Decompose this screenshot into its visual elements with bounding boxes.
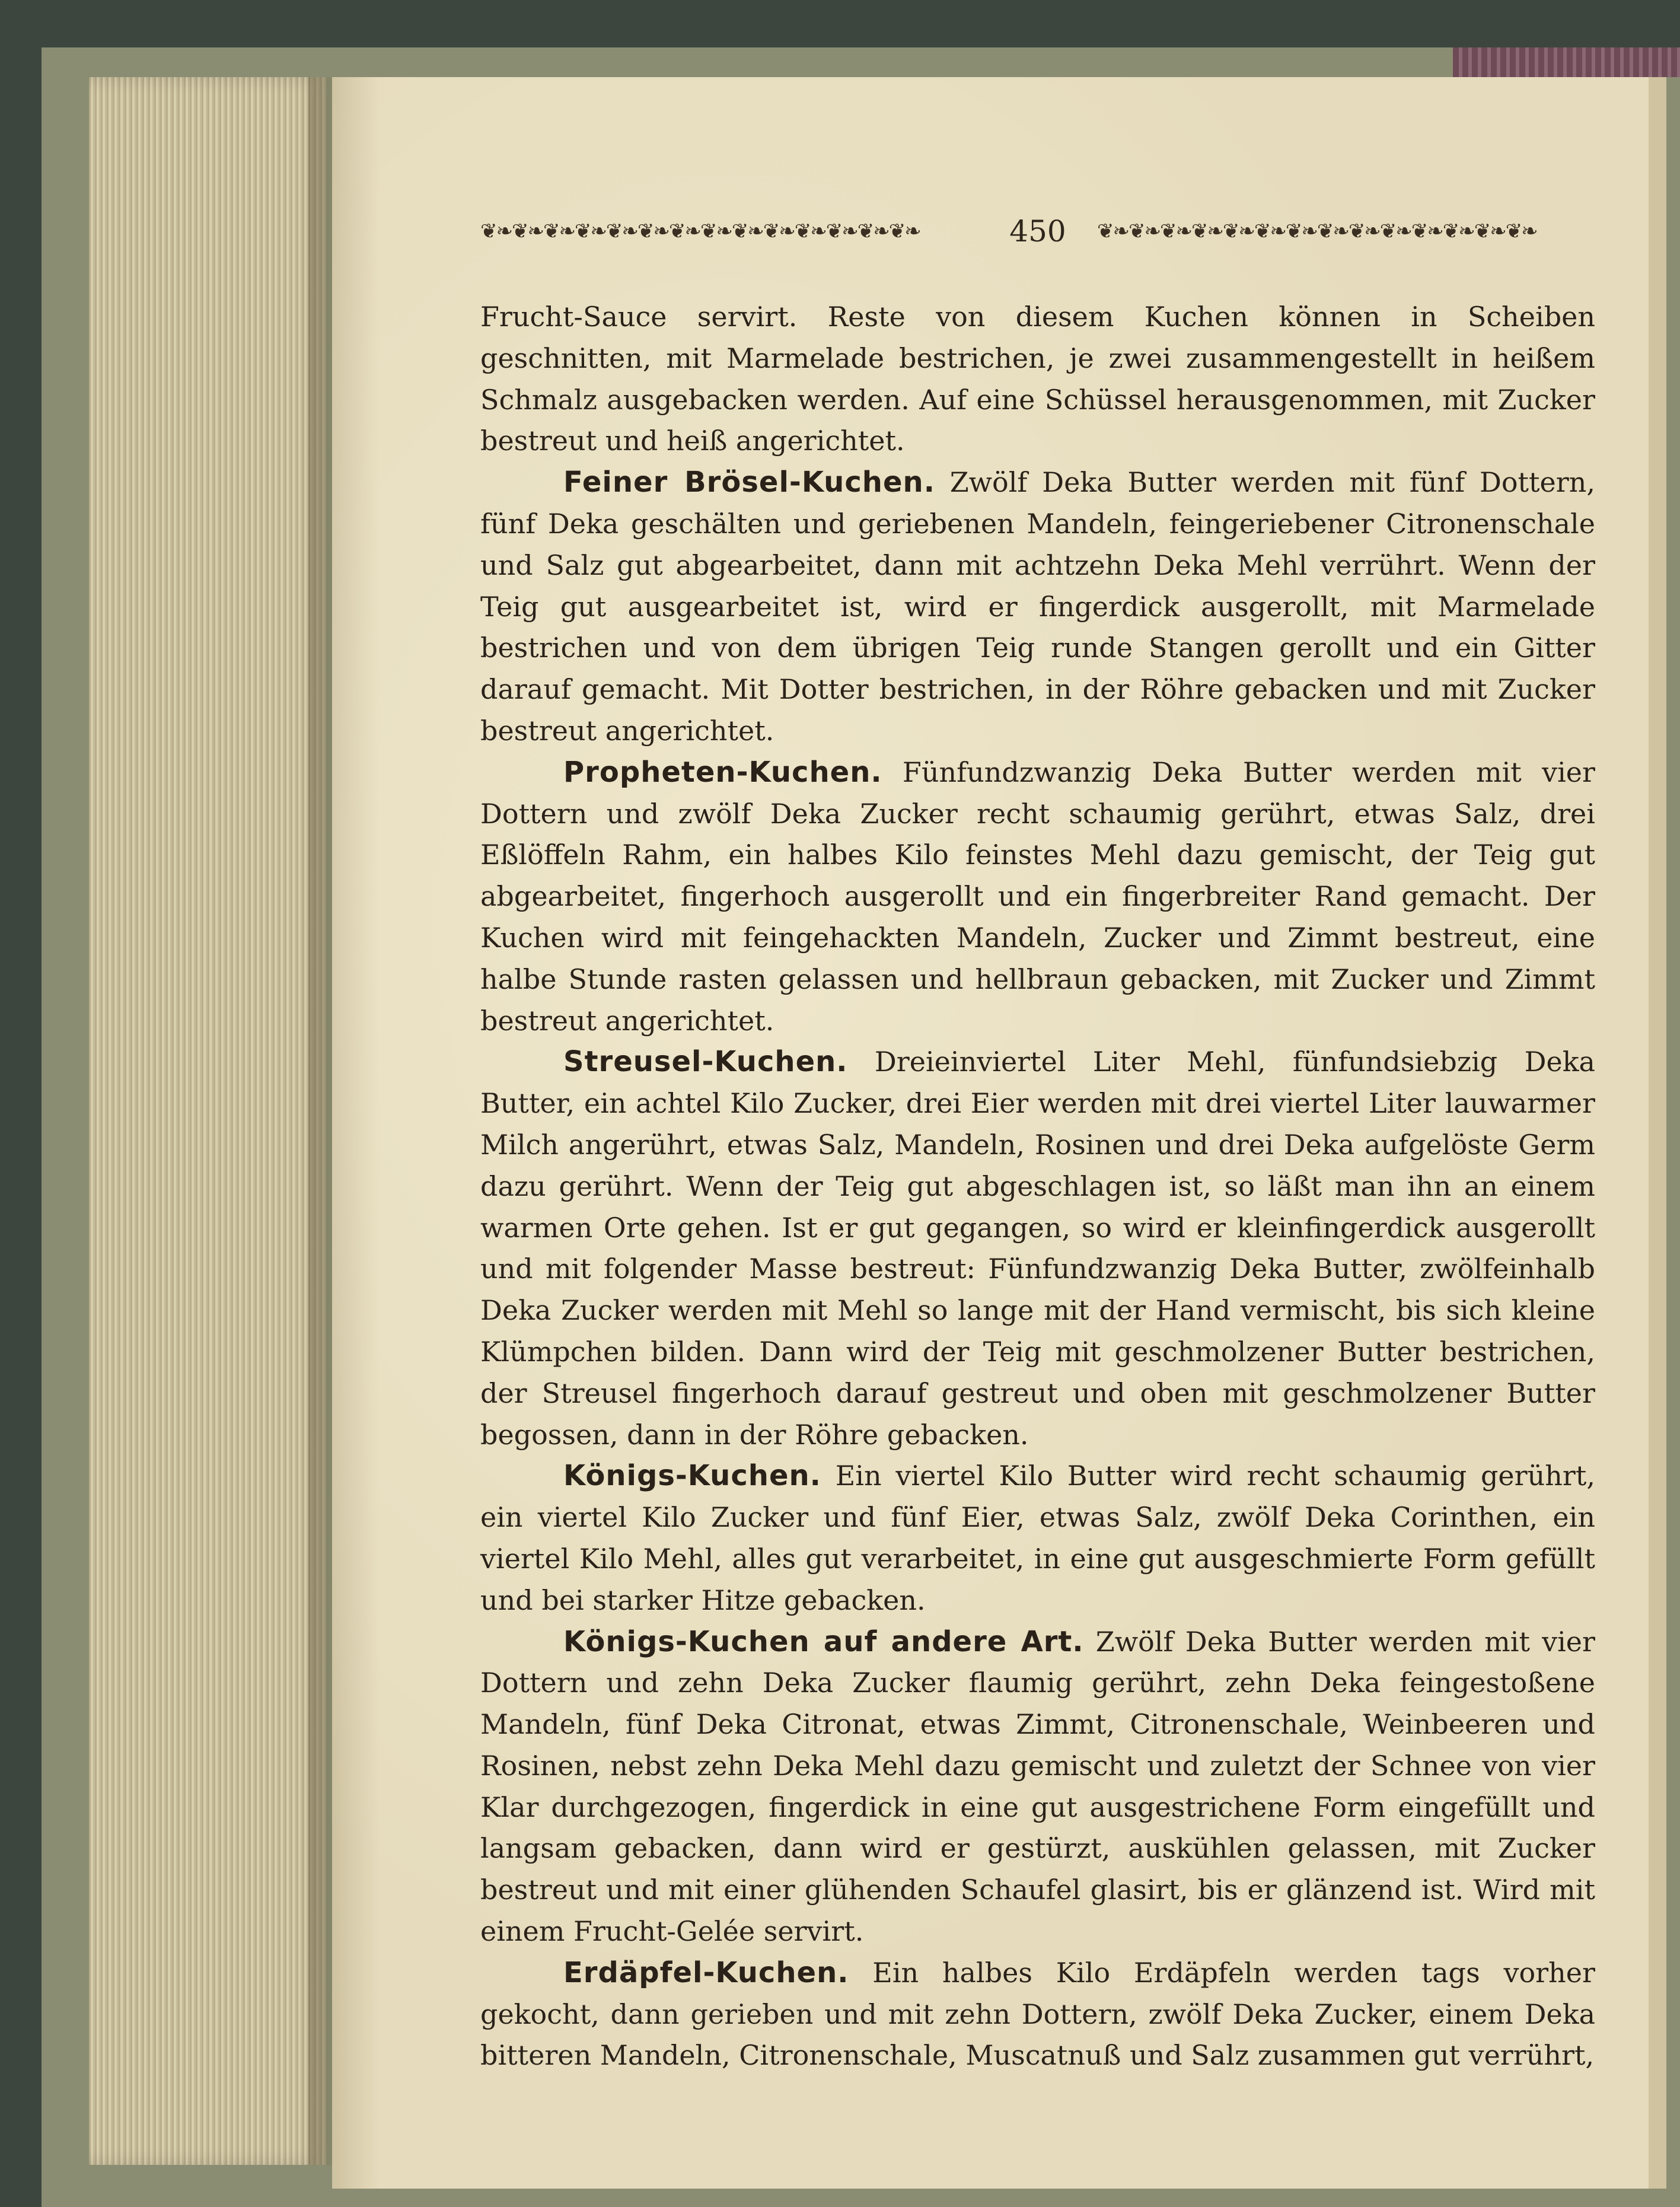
recipe-title: Königs-Kuchen. [563, 1459, 821, 1493]
header-ornament-right: ❦❧❦❧❦❧❦❧❦❧❦❧❦❧❦❧❦❧❦❧❦❧❦❧❦❧❦❧ [1097, 219, 1537, 243]
recipe-propheten-kuchen [480, 752, 1595, 1042]
page-number: 450 [1009, 214, 1066, 249]
recipe-text: Ein viertel Kilo Butter wird recht schaumig gerührt, ein viertel Kilo Zucker und fünf Eier, etwas Salz, zwölf Deka Corinthen, ein viertel Kilo Mehl, alles gut verarbeitet, in eine gut ausgeschmierte Form gefüllt und bei starker Hitze gebacken. [480, 1460, 1595, 1616]
recipe-text: Fünfundzwanzig Deka Butter werden mit vier Dottern und zwölf Deka Zucker recht schaumig gerührt, etwas Salz, drei Eßlöffeln Rahm, ein halbes Kilo feinstes Mehl dazu gemischt, der Teig gut abgearbeitet, fingerhoch ausgerollt und ein fingerbreiter Rand gemacht. Der Kuchen wird mit feingehackten Mandeln, Zucker und Zimmt bestreut, eine halbe Stunde rasten gelassen und hellbraun gebacken, mit Zucker und Zimmt bestreut angerichtet. [480, 756, 1595, 1037]
recipe-title: Erdäpfel-Kuchen. [563, 1956, 849, 1989]
intro-paragraph: Frucht-Sauce servirt. Reste von diesem Kuchen können in Scheiben geschnitten, mit Marmelade bestrichen, je zwei zusammengestellt in heißem Schmalz ausgebacken werden. Auf eine Schüssel herausgenommen, mit Zucker bestreut und heiß angerichtet. [480, 301, 1595, 457]
page-header [480, 211, 1595, 252]
recipe-title: Streusel-Kuchen. [563, 1045, 848, 1079]
recipe-koenigs-kuchen [480, 1456, 1595, 1621]
recipe-text: Dreieinviertel Liter Mehl, fünfundsiebzig Deka Butter, ein achtel Kilo Zucker, drei Eier werden mit drei viertel Liter lauwarmer Milch angerührt, etwas Salz, Mandeln, Rosinen und drei Deka aufgelöste Germ dazu gerührt. Wenn der Teig gut abgeschlagen ist, so läßt man ihn an einem warmen Orte gehen. Ist er gut gegangen, so wird er kleinfingerdick ausgerollt und mit folgender Masse bestreut: Fünfundzwanzig Deka Butter, zwölfeinhalb Deka Zucker werden mit Mehl so lange mit der Hand vermischt, bis sich kleine Klümpchen bilden. Dann wird der Teig mit geschmolzener Butter bestrichen, der Streusel fingerhoch darauf gestreut und oben mit geschmolzener Butter begossen, dann in der Röhre gebacken. [480, 1046, 1595, 1451]
recipe-brosel-kuchen [480, 462, 1595, 752]
recipe-streusel-kuchen [480, 1042, 1595, 1456]
recipe-erdaepfel-kuchen [480, 1953, 1595, 2077]
header-ornament-left: ❦❧❦❧❦❧❦❧❦❧❦❧❦❧❦❧❦❧❦❧❦❧❦❧❦❧❦❧ [480, 219, 920, 243]
page-right-edge [1649, 77, 1666, 2189]
recipe-koenigs-kuchen-andere-art [480, 1622, 1595, 1953]
recipe-title: Propheten-Kuchen. [563, 755, 882, 789]
recipe-text: Zwölf Deka Butter werden mit fünf Dottern, fünf Deka geschälten und geriebenen Mandeln, feingeriebener Citronenschale und Salz gut abgearbeitet, dann mit achtzehn Deka Mehl verrührt. Wenn der Teig gut ausgearbeitet ist, wird er fingerdick ausgerollt, mit Marmelade bestrichen und von dem übrigen Teig runde Stangen gerollt und ein Gitter darauf gemacht. Mit Dotter bestrichen, in der Röhre gebacken und mit Zucker bestreut angerichtet. [480, 466, 1595, 747]
recipe-text: Zwölf Deka Butter werden mit vier Dottern und zehn Deka Zucker flaumig gerührt, zehn Deka feingestoßene Mandeln, fünf Deka Citronat, etwas Zimmt, Citronenschale, Weinbeeren und Rosinen, nebst zehn Deka Mehl dazu gemischt und zuletzt der Schnee von vier Klar durchgezogen, fingerdick in eine gut ausgestrichene Form eingefüllt und langsam gebacken, dann wird er gestürzt, auskühlen gelassen, mit Zucker bestreut und mit einer glühenden Schaufel glasirt, bis er glänzend ist. Wird mit einem Frucht-Gelée servirt. [480, 1625, 1596, 1948]
page-body [480, 297, 1595, 2077]
page-edges [89, 77, 326, 2165]
book-spine-edge [1453, 47, 1680, 77]
recipe-text: Ein halbes Kilo Erdäpfeln werden tags vorher gekocht, dann gerieben und mit zehn Dottern, zwölf Deka Zucker, einem Deka bitteren Mandeln, Citronenschale, Muscatnuß und Salz zusammen gut verrührt, [480, 1956, 1595, 2072]
recipe-title: Feiner Brösel-Kuchen. [563, 466, 935, 499]
recipe-title: Königs-Kuchen auf andere Art. [563, 1625, 1084, 1658]
